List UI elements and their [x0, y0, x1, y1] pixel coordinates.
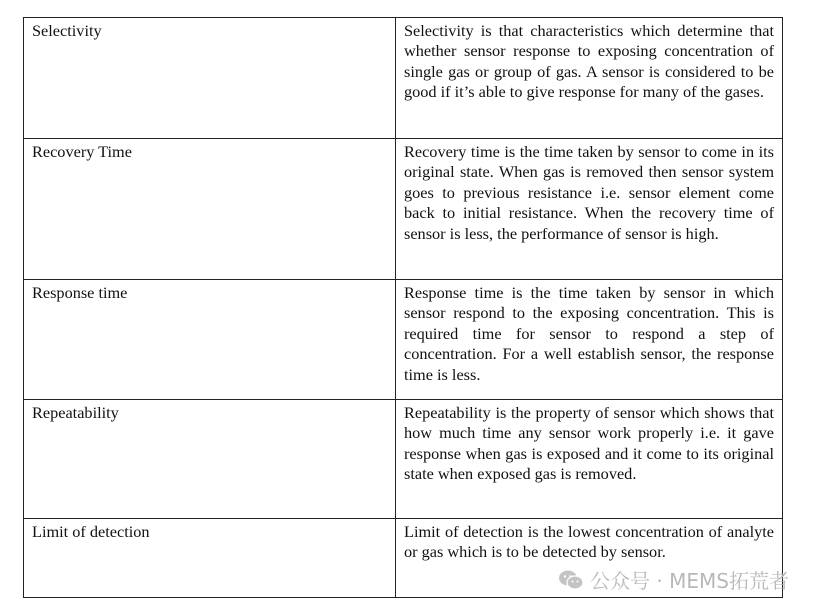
description-cell: Limit of detection is the lowest concentration of analyte or gas which is to be detected by sensor. — [396, 519, 783, 598]
term-cell: Selectivity — [24, 18, 396, 139]
watermark — [558, 565, 789, 594]
term-cell: Repeatability — [24, 400, 396, 519]
table-row — [24, 280, 783, 400]
term-cell: Limit of detection — [24, 519, 396, 598]
wechat-icon — [558, 569, 584, 591]
table-row — [24, 400, 783, 519]
watermark-text: 公众号 · MEMS拓荒者 — [590, 569, 789, 593]
description-cell: Recovery time is the time taken by sensor to come in its original state. When gas is removed then sensor system goes to previous resistance i.e. sensor element come back to initial resistance. When the recovery time of sensor is less, the performance of sensor is high. — [396, 139, 783, 280]
term-cell: Response time — [24, 280, 396, 400]
sensor-parameters-table — [23, 17, 783, 598]
description-cell: Repeatability is the property of sensor which shows that how much time any sensor work properly i.e. it gave response when gas is exposed and it come to its original state when exposed gas is removed. — [396, 400, 783, 519]
term-cell: Recovery Time — [24, 139, 396, 280]
description-cell: Selectivity is that characteristics which determine that whether sensor response to exposing concentration of single gas or group of gas. A sensor is considered to be good if it’s able to give response for many of the gases. — [396, 18, 783, 139]
table-row — [24, 18, 783, 139]
description-cell: Response time is the time taken by sensor in which sensor respond to the exposing concentration. This is required time for sensor to respond a step of concentration. For a well establish sensor, the response time is less. — [396, 280, 783, 400]
table-row — [24, 139, 783, 280]
